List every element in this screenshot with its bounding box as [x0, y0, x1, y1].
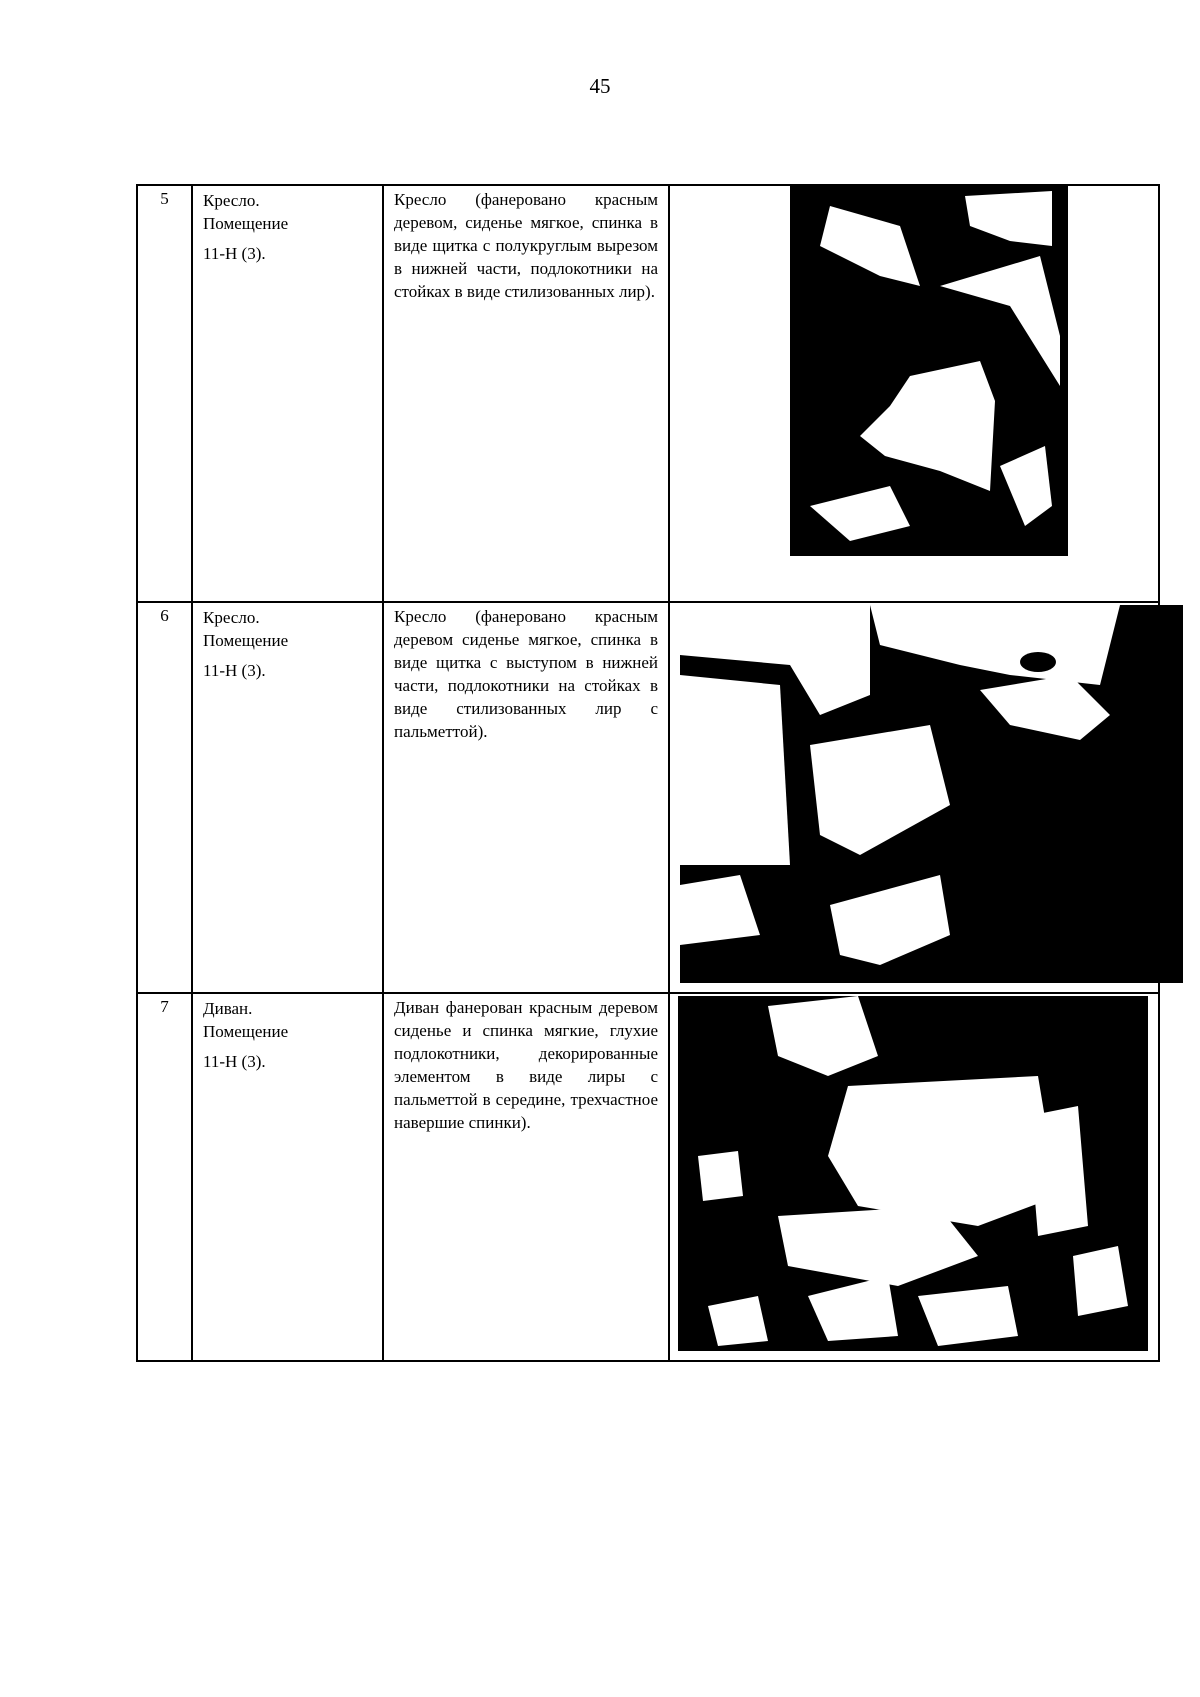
item-description-cell — [383, 602, 669, 993]
room-label: Помещение — [203, 1022, 289, 1041]
item-description: Диван фанерован красным деревом сиденье и спинка мягкие, глухие подлокотники, декорированные элементом в виде лиры с пальметтой в середине, трехчастное навершие спинки). — [394, 998, 658, 1132]
armchair-photo — [790, 186, 1068, 556]
table-row — [137, 602, 1159, 993]
table-row — [137, 993, 1159, 1361]
room-code: 11-Н (3). — [203, 661, 266, 680]
armchair-photo — [680, 605, 1183, 983]
item-name-cell — [192, 185, 383, 602]
row-number: 6 — [137, 602, 192, 993]
item-name-cell — [192, 602, 383, 993]
row-number: 5 — [137, 185, 192, 602]
page-number: 45 — [589, 74, 611, 98]
table-row — [137, 185, 1159, 602]
photo-cell — [669, 602, 1159, 993]
item-name: Диван. — [203, 999, 253, 1018]
photo-cell — [669, 993, 1159, 1361]
inventory-table — [136, 184, 1160, 1362]
item-description: Кресло (фанеровано красным деревом сиденье мягкое, спинка в виде щитка с выступом в нижней части, подлокотники на стойках в виде стилизованных лир с пальметтой). — [394, 607, 658, 741]
item-description-cell — [383, 993, 669, 1361]
room-code: 11-Н (3). — [203, 1052, 266, 1071]
room-label: Помещение — [203, 631, 289, 650]
row-number: 7 — [137, 993, 192, 1361]
sofa-photo — [678, 996, 1148, 1351]
photo-cell — [669, 185, 1159, 602]
item-name-cell — [192, 993, 383, 1361]
item-name: Кресло. — [203, 608, 260, 627]
item-name: Кресло. — [203, 191, 260, 210]
item-description: Кресло (фанеровано красным деревом, сиденье мягкое, спинка в виде щитка с полукруглым вырезом в нижней части, подлокотники на стойках в виде стилизованных лир). — [394, 190, 658, 301]
room-label: Помещение — [203, 214, 289, 233]
item-description-cell — [383, 185, 669, 602]
room-code: 11-Н (3). — [203, 244, 266, 263]
